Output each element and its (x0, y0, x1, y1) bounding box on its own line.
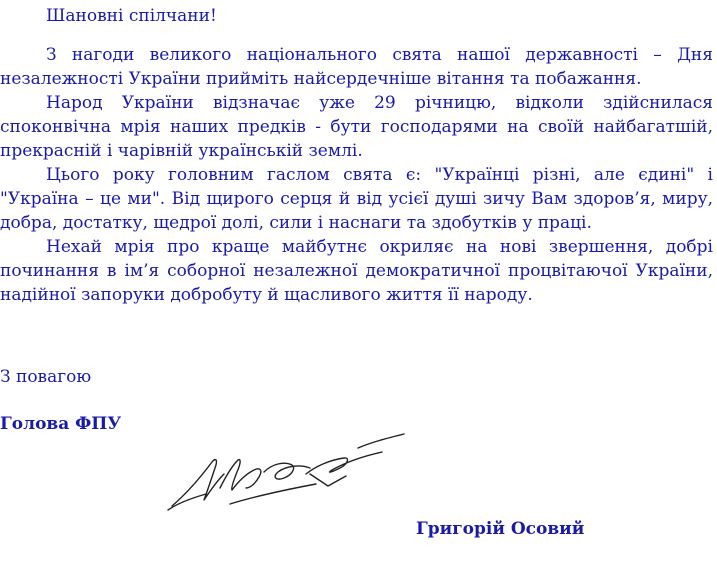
paragraph-wishes: Нехай мрія про краще майбутнє окриляє на нові звершення, добрі починання в ім’я соборної незалежної демократичної процвітаючої України, надійної запоруки добробуту й щасливого життя її народу. (0, 237, 713, 305)
paragraph-slogan: Цього року головним гаслом свята є: "Українці різні, але єдині" і "Україна – це ми". Від щирого серця й від усієї душі зичу Вам здоров’я, миру, добра, достатку, щедрої долі, сили і наснаги та здобутків у праці. (0, 165, 713, 233)
signatory-position: Голова ФПУ (0, 414, 122, 434)
paragraph-anniversary: Народ України відзначає уже 29 річницю, відколи здійснилася споконвічна мрія наших предків - бути господарями на своїй найбагатшій, прекрасній і чарівній українській землі. (0, 93, 713, 161)
signatory-name: Григорій Осовий (416, 519, 585, 539)
letter-body (0, 43, 713, 307)
paragraph-greeting: З нагоди великого національного свята нашої державності – Дня незалежності України прийміть найсердечніше вітання та побажання. (0, 45, 713, 89)
closing: З повагою (0, 367, 92, 387)
salutation: Шановні спілчани! (46, 6, 217, 26)
handwritten-signature (160, 430, 410, 520)
